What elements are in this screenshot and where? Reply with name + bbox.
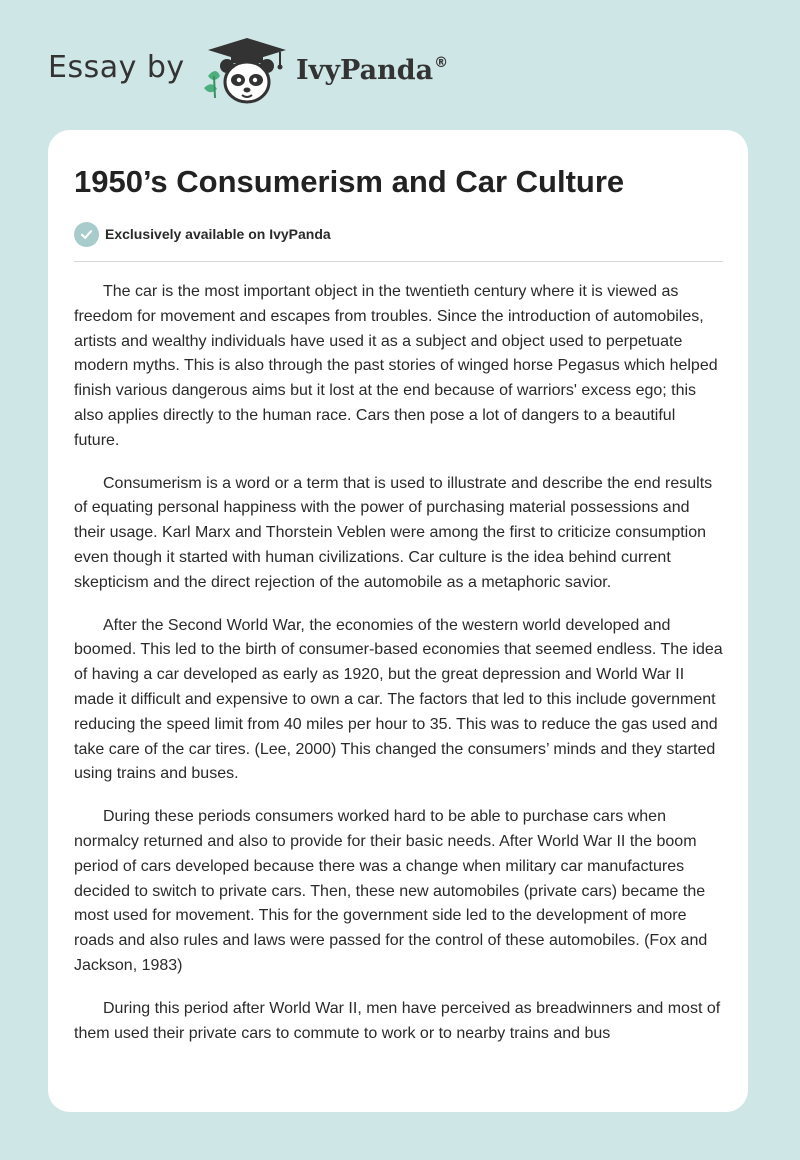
exclusive-badge bbox=[74, 221, 331, 247]
essay-by-label: Essay by bbox=[48, 50, 185, 85]
registered-mark: ® bbox=[434, 55, 449, 71]
paragraph: During this period after World War II, men have perceived as breadwinners and most of them used their private cars to commute to work or to nearby trains and bus bbox=[74, 999, 721, 1042]
page-title: 1950’s Consumerism and Car Culture bbox=[74, 164, 625, 199]
paragraph: Consumerism is a word or a term that is used to illustrate and describe the end results of equating personal happiness with the power of purchasing material possessions and their usage. Karl Marx and Thorstein Veblen were among the first to criticize consumption even though it started with human civilizations. Car culture is the idea behind current skepticism and the direct rejection of the automobile as a metaphoric savior. bbox=[74, 474, 713, 591]
divider bbox=[74, 261, 723, 262]
essay-card bbox=[48, 130, 748, 1112]
paragraph: The car is the most important object in the twentieth century where it is viewed as freedom for movement and escapes from troubles. Since the introduction of automobiles, artists and wealthy individuals have used it as a subject and object used to perpetuate modern myths. This is also through the past stories of winged horse Pegasus which helped finish various dangerous aims but it lost at the end because of warriors' excess ego; this also applies directly to the human race. Cars then pose a lot of dangers to a beautiful future. bbox=[74, 283, 718, 449]
exclusive-label: Exclusively available on IvyPanda bbox=[105, 226, 331, 242]
site-header bbox=[0, 0, 800, 130]
brand-name[interactable]: IvyPanda® bbox=[296, 55, 449, 86]
panda-graduate-icon[interactable] bbox=[200, 36, 294, 106]
essay-body bbox=[74, 280, 724, 1064]
check-circle-icon bbox=[74, 222, 99, 247]
paragraph: After the Second World War, the economies of the western world developed and boomed. This led to the birth of consumer-based economies that seemed endless. The idea of having a car developed as early as 1920, but the great depression and World War II made it difficult and expensive to own a car. The factors that led to this include government reducing the speed limit from 40 miles per hour to 35. This was to reduce the gas used and take care of the car tires. (Lee, 2000) This changed the consumers’ minds and they started using trains and buses. bbox=[74, 616, 723, 783]
paragraph: During these periods consumers worked hard to be able to purchase cars when normalcy returned and also to provide for their basic needs. After World War II the boom period of cars developed because there was a change when military car manufactures decided to switch to private cars. Then, these new automobiles (private cars) became the most used for movement. This for the government side led to the development of more roads and also rules and laws were passed for the control of these automobiles. (Fox and Jackson, 1983) bbox=[74, 808, 708, 974]
